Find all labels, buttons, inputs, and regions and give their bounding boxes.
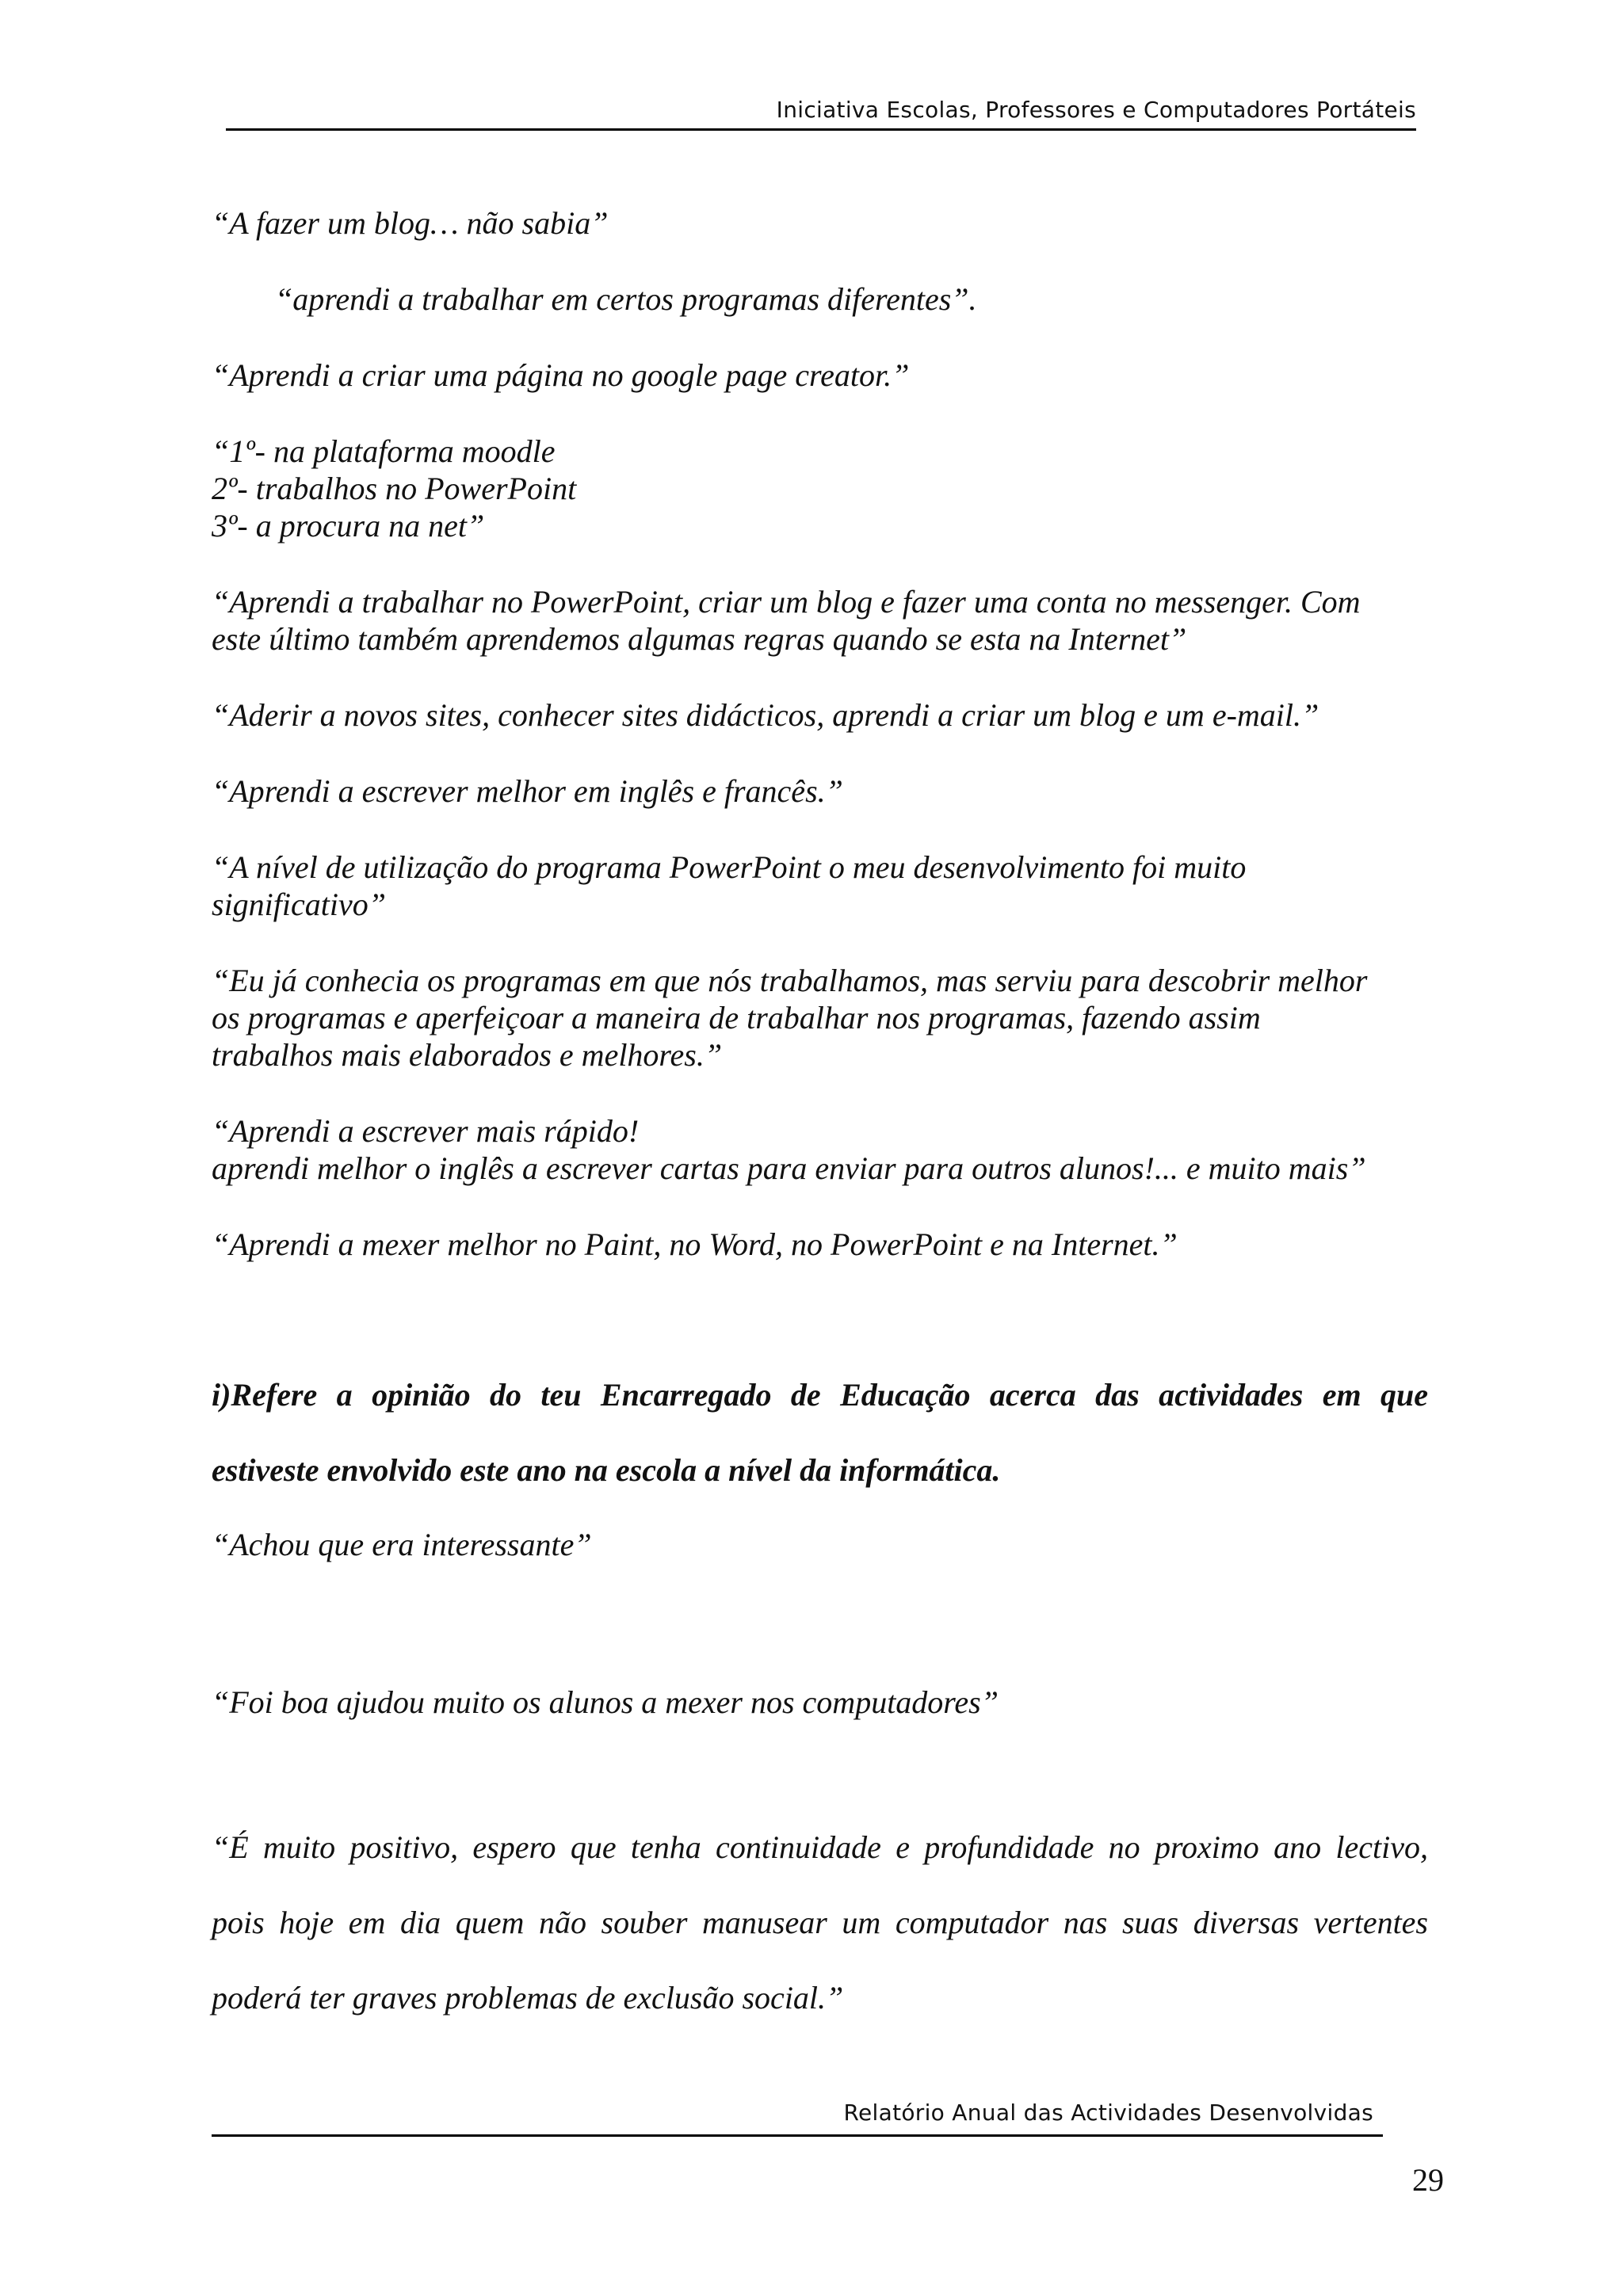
answer-3-line-1: “É muito positivo, espero que tenha continuidade e profundidade no proximo ano lectivo, xyxy=(212,1829,1428,1865)
quote-7: “Aprendi a escrever melhor em inglês e francês.” xyxy=(212,773,843,809)
quote-5 xyxy=(212,583,1428,658)
quote-10-line-2: aprendi melhor o inglês a escrever cartas para enviar para outros alunos!... e muito mais” xyxy=(212,1150,1366,1186)
answer-3-line-2: pois hoje em dia quem não souber manusear um computador nas suas diversas vertentes xyxy=(212,1905,1428,1940)
quote-9-line-1: “Eu já conhecia os programas em que nós trabalhamos, mas serviu para descobrir melhor xyxy=(212,963,1368,998)
quote-1: “A fazer um blog… não sabia” xyxy=(212,205,609,241)
quote-9-line-2: os programas e aperfeiçoar a maneira de trabalhar nos programas, fazendo assim xyxy=(212,1000,1261,1035)
quote-8-line-2: significativo” xyxy=(212,887,386,922)
footer-title: Relatório Anual das Actividades Desenvolvidas xyxy=(843,2100,1373,2126)
quote-8 xyxy=(212,849,1428,923)
quote-11: “Aprendi a mexer melhor no Paint, no Word, no PowerPoint e na Internet.” xyxy=(212,1226,1178,1262)
quote-2: “aprendi a trabalhar em certos programas diferentes”. xyxy=(275,281,977,317)
quote-10 xyxy=(212,1112,1428,1187)
quote-3: “Aprendi a criar uma página no google page creator.” xyxy=(212,357,910,393)
quote-10-line-1: “Aprendi a escrever mais rápido! xyxy=(212,1113,640,1149)
answer-3-line-3: poderá ter graves problemas de exclusão social.” xyxy=(212,1980,844,2016)
quote-5-line-1: “Aprendi a trabalhar no PowerPoint, criar um blog e fazer uma conta no messenger. Com xyxy=(212,584,1361,620)
page-footer xyxy=(212,2098,1383,2137)
quote-8-line-1: “A nível de utilização do programa PowerPoint o meu desenvolvimento foi muito xyxy=(212,849,1247,885)
quote-9-line-3: trabalhos mais elaborados e melhores.” xyxy=(212,1037,723,1073)
answer-3 xyxy=(212,1829,1428,2016)
page-header xyxy=(226,93,1416,131)
document-body xyxy=(212,204,1428,2016)
header-title: Iniciativa Escolas, Professores e Computadores Portáteis xyxy=(776,97,1416,123)
answer-2: “Foi boa ajudou muito os alunos a mexer nos computadores” xyxy=(212,1684,999,1720)
question-line-1: i)Refere a opinião do teu Encarregado de Educação acerca das actividades em que xyxy=(212,1377,1428,1413)
quote-4-line-2: 2º- trabalhos no PowerPoint xyxy=(212,471,577,506)
quote-4-line-1: “1º- na plataforma moodle xyxy=(212,433,556,469)
quote-5-line-2: este último também aprendemos algumas regras quando se esta na Internet” xyxy=(212,621,1187,657)
quote-6: “Aderir a novos sites, conhecer sites didácticos, aprendi a criar um blog e um e-mail.” xyxy=(212,697,1319,733)
question-line-2: estiveste envolvido este ano na escola a nível da informática. xyxy=(212,1452,1001,1488)
page-number: 29 xyxy=(1412,2162,1444,2198)
answer-1: “Achou que era interessante” xyxy=(212,1527,592,1562)
quote-9 xyxy=(212,962,1428,1074)
quote-4 xyxy=(212,433,1428,544)
quote-4-line-3: 3º- a procura na net” xyxy=(212,508,485,543)
